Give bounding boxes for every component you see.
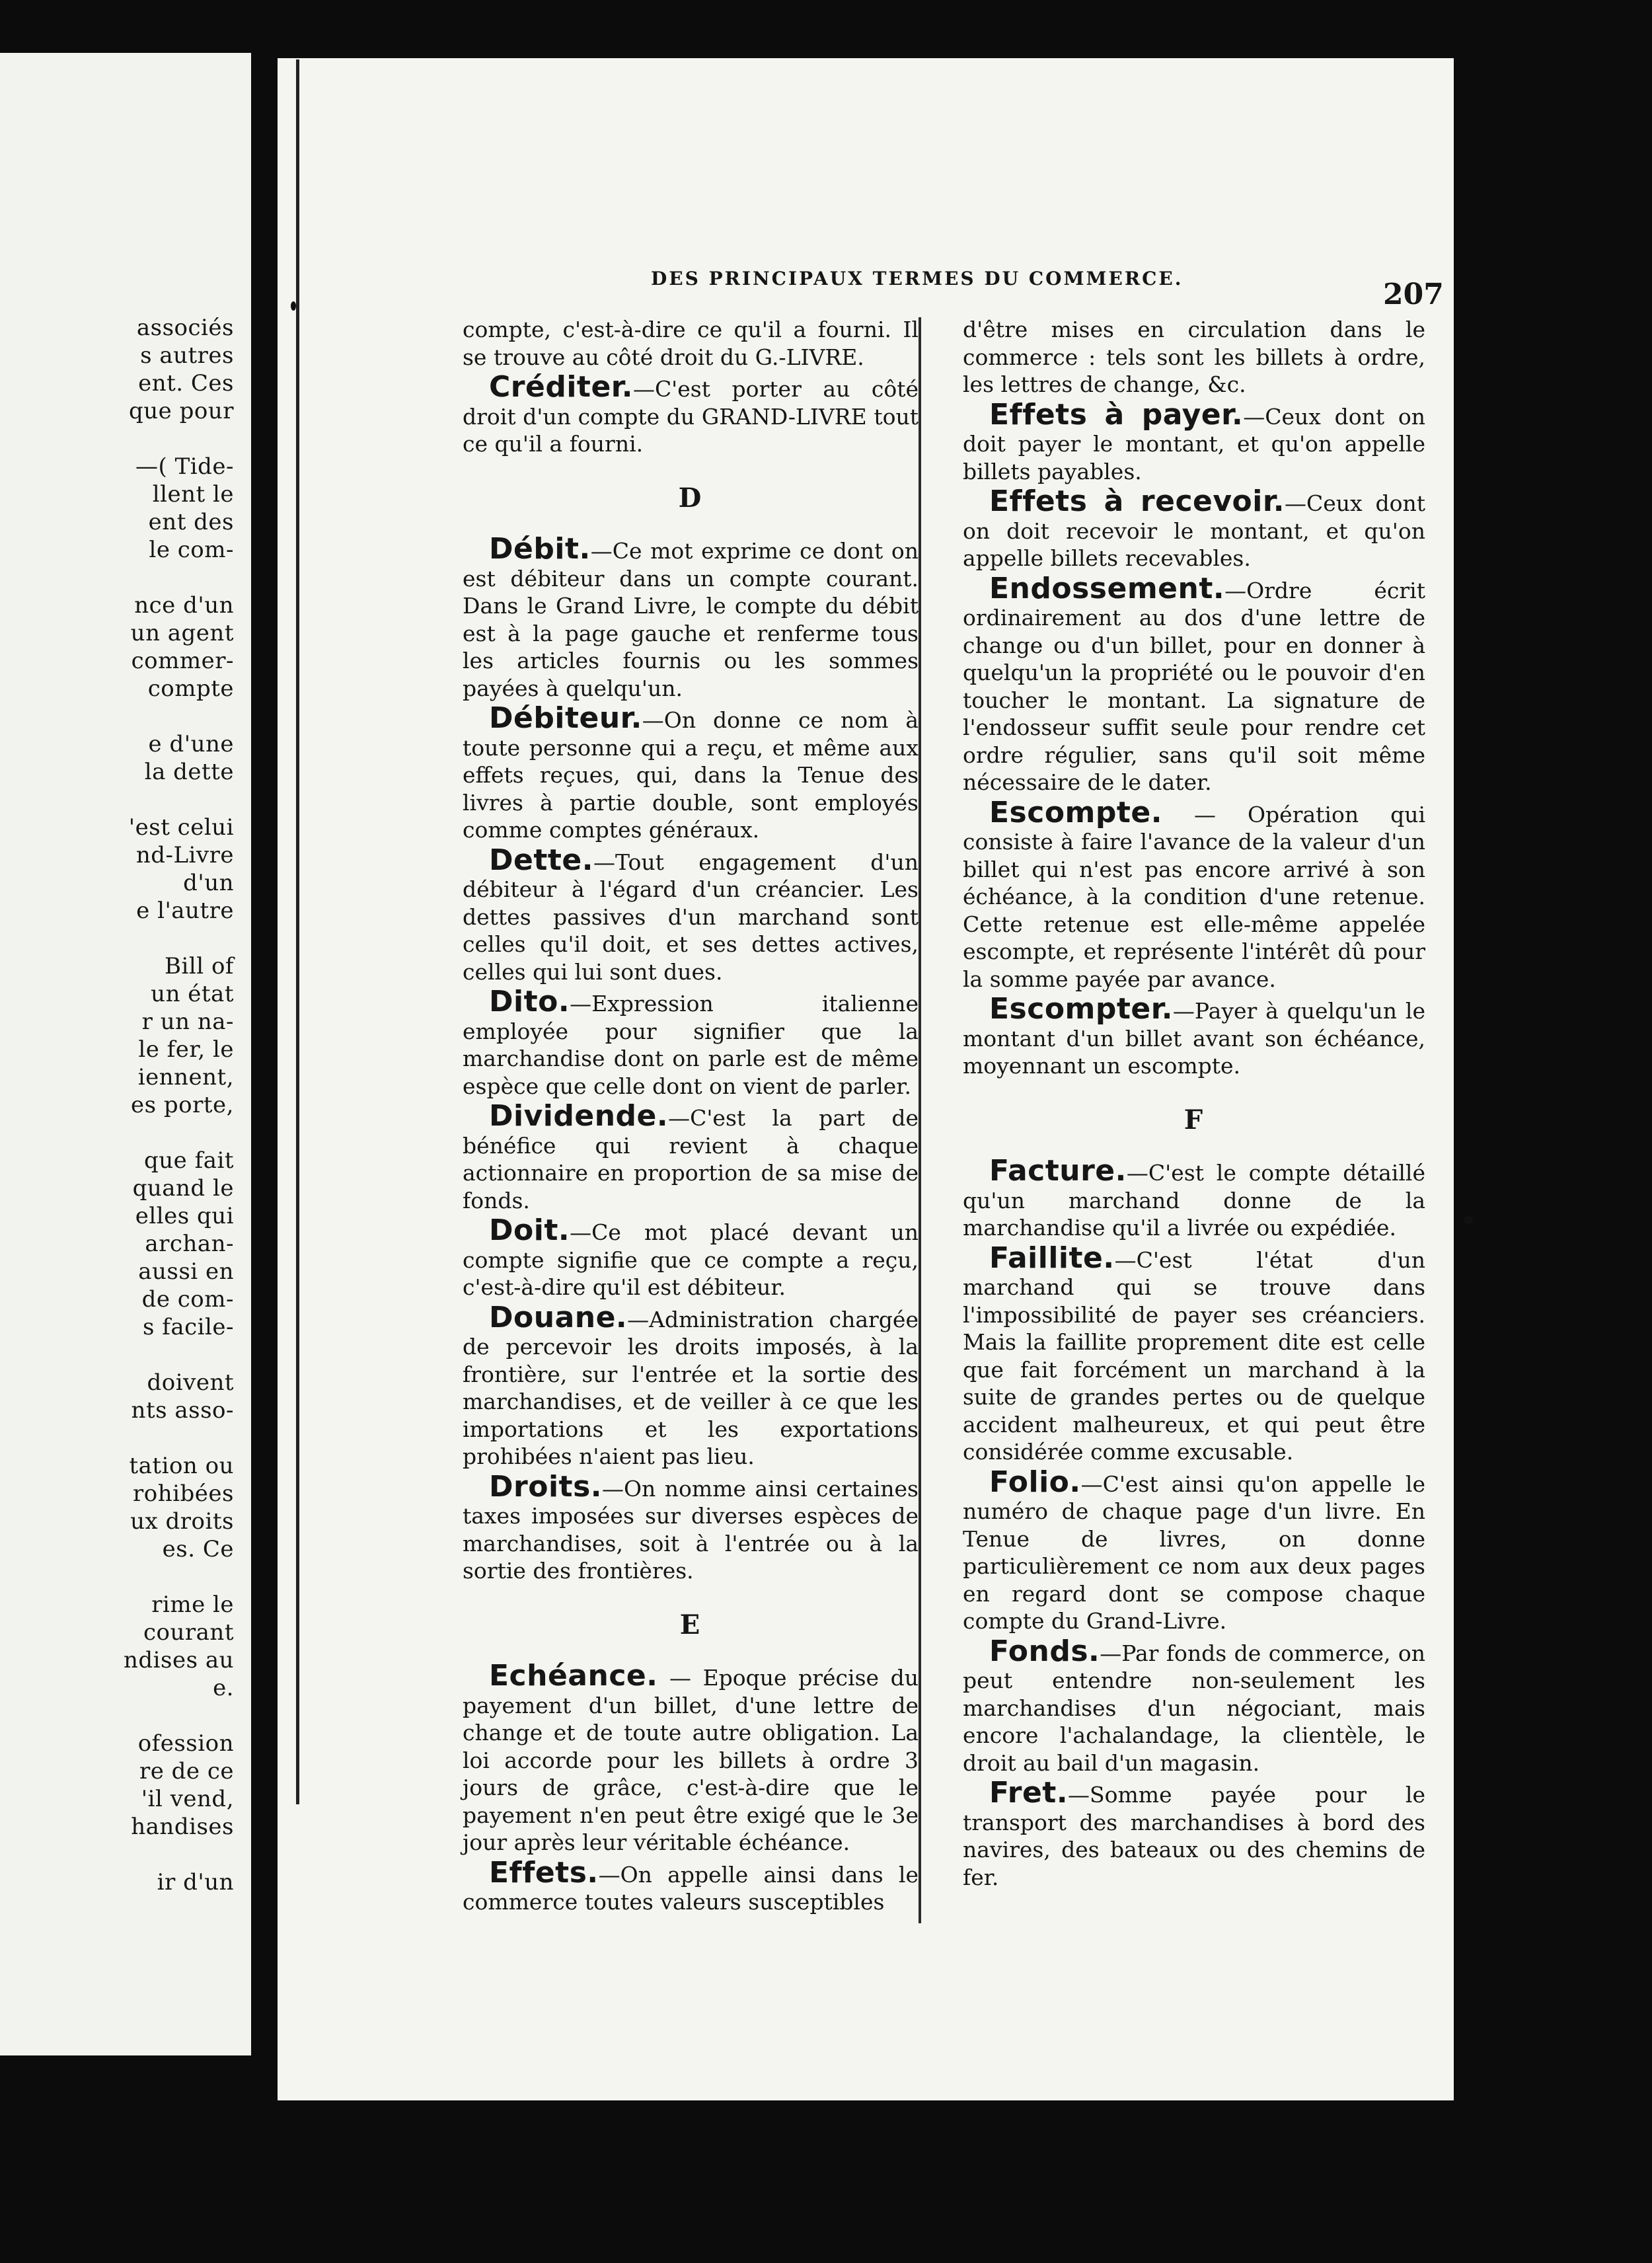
entry-term: Endossement. [989,571,1225,605]
left-page-text-fragment: un état [151,981,234,1007]
left-page-text-fragment: associés [136,315,234,341]
left-page-text-fragment: handises [131,1814,234,1840]
left-page-text-fragment: ux droits [130,1508,234,1535]
left-page-text-fragment: courant [143,1619,234,1646]
left-page-text-fragment: de com- [141,1286,234,1313]
entry-definition: —Par fonds de commerce, on peut entendre non-seulement les marchandises d'un négociant, mais encore l'achalandage, la clientèle, le droit au bail d'un magasin. [963,1640,1425,1776]
entry-definition: —C'est l'état d'un marchand qui se trouve dans l'impossibilité de payer ses créanciers. Mais la faillite proprement dite est celle que fait forcément un marchand à la suite de grandes pertes ou de quelque accident malheureux, et qui peut être considérée comme excusable. [963,1247,1425,1465]
glossary-entry [963,1241,1425,1466]
entry-term: Effets à payer. [989,397,1244,432]
glossary-entry [463,985,919,1100]
glossary-entry [463,1469,919,1585]
left-page-text-fragment: tation ou [129,1453,234,1479]
entry-definition: — Epoque précise du payement d'un billet, d'une lettre de change et de toute autre obligation. La loi accorde pour les billets à ordre 3 jours de grâce, c'est-à-dire que le payement n'en peut être exigé que le 3e jour après leur véritable échéance. [463,1665,919,1855]
left-page-text-fragment: nd-Livre [135,842,234,868]
entry-term: Doit. [489,1213,570,1247]
left-page-text-fragment: que fait [144,1147,234,1174]
entry-definition: —Administration chargée de percevoir les droits imposés, à la frontière, sur l'entrée et la sortie des marchandises, et de veiller à ce que les importations et les exportations prohibées n'aient pas lieu. [463,1306,919,1469]
left-page-text-fragment: iennent, [137,1064,234,1091]
section-letter: D [678,482,703,514]
page-number: 207 [1383,278,1444,311]
glossary-entry [963,1154,1425,1242]
left-page-text-fragment: nts asso- [131,1397,234,1424]
entry-definition: —Ce mot exprime ce dont on est débiteur dans un compte courant. Dans le Grand Livre, le compte du débit est à la page gauche et renferme tous les articles fournis ou les sommes payées à quelqu'un. [463,538,919,701]
entry-continuation [463,316,919,371]
entry-definition: —Tout engagement d'un débiteur à l'égard d'un créancier. Les dettes passives d'un marchand sont celles qu'il doit, et ses dettes actives, celles qui lui sont dues. [463,849,919,985]
entry-definition: —C'est la part de bénéfice qui revient à chaque actionnaire en proportion de sa mise de fonds. [463,1105,919,1213]
entry-definition: — Opération qui consiste à faire l'avance de la valeur d'un billet qui n'est pas encore arrivé à son échéance, à la condition d'une retenue. Cette retenue est elle-même appelée escompte, et représente l'intérêt dû pour la somme payée par avance. [963,801,1425,992]
left-page-text-fragment: compte [147,675,234,702]
left-page-text-fragment: r un na- [141,1009,234,1035]
left-page-text-fragment: es porte, [131,1092,234,1118]
left-page-text-fragment: e d'une [148,731,234,757]
glossary-entry [463,370,919,458]
left-page-text-fragment: que pour [129,398,234,424]
glossary-entry [963,795,1425,993]
entry-definition: —Ordre écrit ordinairement au dos d'une lettre de change ou d'un billet, pour en donner à quelqu'un la propriété ou le pouvoir d'en toucher le montant. La signature de l'endosseur suffit seule pour rendre cet ordre régulier, sans qu'il soit même nécessaire de le dater. [963,577,1425,795]
entry-term: Folio. [989,1465,1081,1499]
entry-term: Créditer. [489,370,633,404]
entry-definition: —C'est ainsi qu'on appelle le numéro de chaque page d'un livre. En Tenue de livres, on donne particulièrement ce nom aux deux pages en regard dont se compose chaque compte du Grand-Livre. [963,1471,1425,1634]
left-page-text-fragment: le com- [149,537,234,563]
entry-definition: —On appelle ainsi dans le commerce toutes valeurs susceptibles [463,1861,919,1915]
ink-speck [1464,1216,1473,1224]
left-page-text-fragment: s autres [140,342,234,369]
glossary-entry [463,1099,919,1214]
entry-term: Dette. [489,843,593,877]
glossary-entry [963,992,1425,1080]
left-page-text-fragment: quand le [132,1175,234,1202]
column-divider [919,317,921,1923]
entry-term: Effets à recevoir. [989,484,1285,518]
left-page-text-fragment: le fer, le [138,1036,234,1063]
left-page-text-fragment: —( Tide- [135,453,234,480]
left-page-text-fragment: ir d'un [157,1869,234,1896]
left-page-text-fragment: es. Ce [162,1536,234,1562]
left-page-text-fragment: Bill of [165,953,234,979]
left-page-text-fragment: 'il vend, [141,1786,234,1812]
glossary-entry [463,1213,919,1301]
section-letter: F [1183,1104,1205,1135]
entry-definition: —C'est porter au côté droit d'un compte du GRAND-LIVRE tout ce qu'il a fourni. [463,376,919,457]
left-page-text-fragment: la dette [144,759,234,785]
ink-speck [291,301,296,311]
entry-term: Escompte. [989,795,1162,829]
entry-term: Facture. [989,1154,1127,1188]
entry-definition: d'être mises en circulation dans le commerce : tels sont les billets à ordre, les lettres de change, &c. [963,317,1425,397]
glossary-entry [463,1300,919,1471]
entry-term: Escompter. [989,992,1173,1026]
entry-definition: —Ceux dont on doit payer le montant, et qu'on appelle billets payables. [963,403,1425,484]
glossary-entry [963,484,1425,572]
glossary-entry [463,532,919,702]
right-column [963,316,1425,1894]
glossary-entry [963,397,1425,486]
entry-continuation [963,316,1425,399]
left-page-text-fragment: ndises au [123,1647,234,1673]
left-page-text-fragment: s facile- [142,1314,234,1340]
running-head: DES PRINCIPAUX TERMES DU COMMERCE. [651,268,1183,289]
glossary-entry [963,1634,1425,1777]
left-page-text-fragment: 'est celui [128,814,234,841]
left-page-text-fragment: aussi en [138,1258,234,1285]
left-page-text-fragment: ofession [137,1730,234,1757]
entry-term: Faillite. [989,1241,1115,1275]
left-page-text-fragment: e. [213,1675,234,1701]
entry-definition: —Payer à quelqu'un le montant d'un billet avant son échéance, moyennant un escompte. [963,998,1425,1079]
entry-term: Droits. [489,1469,602,1504]
entry-definition: —On donne ce nom à toute personne qui a reçu, et même aux effets reçues, qui, dans la Tenue des livres à partie double, sont employés comme comptes généraux. [463,707,919,843]
left-page-text-fragment: archan- [145,1231,234,1257]
entry-term: Fonds. [989,1634,1100,1668]
left-page-text-fragment: ent. Ces [138,370,234,397]
entry-definition: —On nomme ainsi certaines taxes imposées sur diverses espèces de marchandises, soit à l'entrée ou à la sortie des frontières. [463,1475,919,1584]
entry-term: Effets. [489,1855,599,1890]
entry-definition: —Ce mot placé devant un compte signifie que ce compte a reçu, c'est-à-dire qu'il est débiteur. [463,1219,919,1300]
glossary-entry [963,1465,1425,1635]
left-page-text-fragment: llent le [152,481,234,508]
left-page-text-fragment: d'un [183,870,234,896]
entry-definition: —Ceux dont on doit recevoir le montant, et qu'on appelle billets recevables. [963,490,1425,571]
left-page-text-fragment: elles qui [135,1203,234,1229]
glossary-entry [963,1776,1425,1891]
entry-term: Douane. [489,1300,628,1334]
left-page-text-fragment: re de ce [139,1758,234,1784]
left-page-text-fragment: commer- [131,648,234,674]
entry-definition: compte, c'est-à-dire ce qu'il a fourni. Il se trouve au côté droit du G.-LIVRE. [463,317,919,370]
entry-definition: —Somme payée pour le transport des marchandises à bord des navires, des bateaux ou des chemins de fer. [963,1782,1425,1890]
left-page-text-fragment: e l'autre [136,898,234,924]
left-column [463,316,919,1919]
glossary-entry [463,1659,919,1857]
left-page-text-fragment: doivent [147,1369,234,1396]
left-page-text-fragment: ent des [148,509,234,535]
entry-term: Dividende. [489,1099,669,1133]
entry-term: Fret. [989,1776,1069,1810]
glossary-entry [463,1855,919,1916]
left-page-text-fragment: rohibées [133,1480,234,1507]
left-page-text-fragment: un agent [130,620,234,646]
left-page-text-fragment: rime le [151,1592,234,1618]
entry-term: Débit. [489,532,591,566]
glossary-entry [463,843,919,986]
left-page-text-fragment: nce d'un [134,592,234,619]
glossary-entry [963,571,1425,796]
page-gutter-line [296,59,299,1804]
entry-definition: —Expression italienne employée pour signifier que la marchandise dont on parle est de même espèce que celle dont on vient de parler. [463,991,919,1099]
entry-term: Dito. [489,985,570,1018]
previous-page-fragment [0,53,251,2055]
glossary-entry [463,701,919,844]
entry-term: Echéance. [489,1659,658,1693]
section-letter: E [679,1609,702,1640]
entry-term: Débiteur. [489,701,642,735]
entry-definition: —C'est le compte détaillé qu'un marchand donne de la marchandise qu'il a livrée ou expédiée. [963,1160,1425,1241]
